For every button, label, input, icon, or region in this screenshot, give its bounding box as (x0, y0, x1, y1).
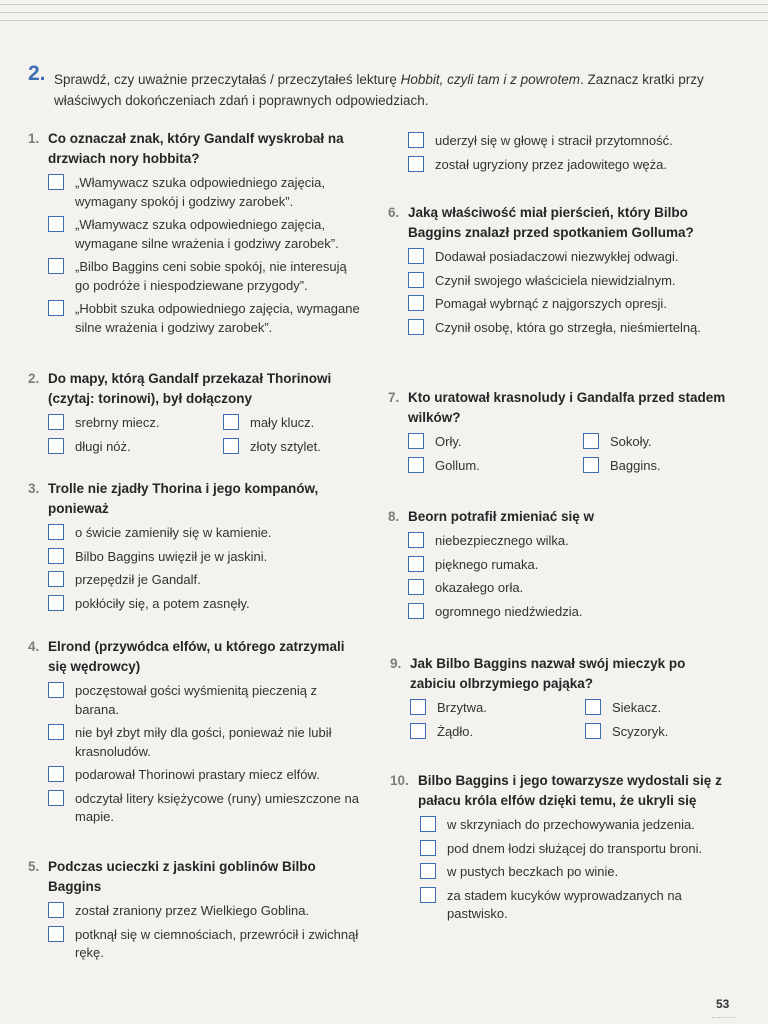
question-4 (28, 637, 363, 832)
answer-checkbox[interactable] (48, 548, 64, 564)
instruction-text (54, 69, 754, 111)
question-text (28, 479, 363, 519)
answer-label: pod dnem łodzi służącej do transportu broni. (447, 840, 703, 856)
answer-list (28, 682, 363, 827)
answer-checkbox[interactable] (48, 766, 64, 782)
answer-label: Bilbo Baggins uwięził je w jaskini. (75, 548, 268, 564)
answer-label: złoty sztylet. (250, 438, 321, 454)
answer-list (390, 699, 730, 741)
answer-checkbox[interactable] (420, 863, 436, 879)
answer-checkbox[interactable] (408, 556, 424, 572)
answer-label: „Włamywacz szuka odpowiedniego zajęcia, wymagane silne wrażenia i godziwy zarobek”. (75, 217, 339, 251)
answer-label: nie był zbyt miły dla gości, ponieważ nie lubił krasnoludów. (75, 725, 332, 759)
answer-label: pokłóciły się, a potem zasnęły. (75, 595, 250, 611)
answer-option (420, 840, 740, 859)
answer-checkbox[interactable] (420, 840, 436, 856)
answer-option (408, 156, 728, 175)
question-10 (390, 771, 740, 929)
answer-label: w skrzyniach do przechowywania jedzenia. (447, 817, 695, 832)
answer-label: potknął się w ciemnościach, przewrócił i zwichnął rękę. (75, 926, 359, 960)
question-text (28, 129, 363, 169)
question-label: Elrond (przywódca elfów, u którego zatrzymali się wędrowcy) (48, 639, 345, 674)
question-3 (28, 479, 363, 618)
answer-option (408, 457, 583, 476)
answer-label: niebezpiecznego wilka. (435, 533, 569, 548)
question-number: 7. (388, 390, 400, 405)
answer-checkbox[interactable] (408, 156, 424, 172)
answer-label: Czynił osobę, która go strzegła, nieśmiertelną. (435, 319, 701, 335)
answer-label: pięknego rumaka. (435, 556, 539, 572)
book-title: Hobbit, czyli tam i z powrotem (400, 72, 580, 87)
answer-label: Żądło. (437, 723, 474, 739)
answer-checkbox[interactable] (408, 248, 424, 264)
answer-checkbox[interactable] (48, 438, 64, 454)
answer-option (408, 579, 733, 598)
answer-option (408, 603, 733, 622)
answer-label: podarował Thorinowi prastary miecz elfów. (75, 767, 320, 782)
question-text (388, 388, 733, 428)
question-7 (388, 388, 733, 475)
answer-option (223, 438, 398, 457)
answer-label: uderzył się w głowę i stracił przytomność. (435, 133, 673, 148)
answer-label: o świcie zamieniły się w kamienie. (75, 525, 272, 540)
answer-checkbox[interactable] (408, 295, 424, 311)
answer-option (408, 132, 728, 151)
answer-option (48, 682, 363, 719)
question-number: 8. (388, 509, 400, 524)
answer-label: został zraniony przez Wielkiego Goblina. (75, 903, 310, 918)
answer-checkbox[interactable] (410, 699, 426, 715)
answer-list (388, 248, 733, 337)
answer-checkbox[interactable] (48, 174, 64, 190)
answer-option (48, 438, 223, 457)
answer-label: „Włamywacz szuka odpowiedniego zajęcia, wymagany spokój i godziwy zarobek”. (75, 175, 326, 209)
answer-checkbox[interactable] (48, 724, 64, 740)
answer-checkbox[interactable] (420, 887, 436, 903)
footer-dots (712, 1017, 736, 1019)
answer-checkbox[interactable] (48, 258, 64, 274)
answer-label: długi nóż. (75, 438, 131, 454)
header-rule (0, 12, 768, 13)
answer-label: odczytał litery księżycowe (runy) umieszczone na mapie. (75, 790, 359, 824)
answer-option (420, 887, 740, 924)
answer-option (408, 295, 733, 314)
question-number: 2. (28, 371, 40, 386)
answer-option (48, 926, 363, 963)
answer-checkbox[interactable] (48, 524, 64, 540)
answer-checkbox[interactable] (48, 682, 64, 698)
question-label: Bilbo Baggins i jego towarzysze wydostali się z pałacu króla elfów dzięki temu, że ukryli się (418, 773, 722, 808)
answer-label: został ugryziony przez jadowitego węża. (435, 156, 667, 172)
instruction-part: Sprawdź, czy uważnie przeczytałaś / przeczytałeś lekturę (54, 72, 401, 87)
answer-option (408, 319, 733, 338)
answer-label: za stadem kucyków wyprowadzanych na pastwisko. (447, 887, 682, 921)
answer-checkbox[interactable] (223, 438, 239, 454)
answer-label: Gollum. (435, 457, 480, 473)
question-1 (28, 129, 363, 342)
answer-checkbox[interactable] (410, 723, 426, 739)
question-text (390, 771, 740, 811)
answer-label: ogromnego niedźwiedzia. (435, 603, 583, 619)
question-label: Jak Bilbo Baggins nazwał swój mieczyk po zabiciu olbrzymiego pająka? (410, 656, 686, 691)
answer-option (410, 699, 585, 718)
answer-option (410, 723, 585, 742)
answer-checkbox[interactable] (408, 132, 424, 148)
answer-checkbox[interactable] (585, 699, 601, 715)
header-rule (0, 20, 768, 21)
answer-list (388, 433, 733, 475)
answer-option (408, 433, 583, 452)
question-label: Jaką właściwość miał pierścień, który Bilbo Baggins znalazł przed spotkaniem Golluma? (408, 205, 694, 240)
answer-list (408, 132, 728, 174)
answer-checkbox[interactable] (408, 457, 424, 473)
answer-option (223, 414, 398, 433)
answer-checkbox[interactable] (48, 902, 64, 918)
answer-option (48, 174, 363, 211)
answer-option (48, 902, 363, 921)
answer-label: okazałego orła. (435, 580, 524, 595)
answer-list (28, 524, 363, 613)
answer-checkbox[interactable] (48, 414, 64, 430)
answer-label: w pustych beczkach po winie. (447, 864, 619, 879)
answer-option (583, 457, 758, 476)
answer-label: „Bilbo Baggins ceni sobie spokój, nie interesują go podróże i niespodziewane przygody”. (75, 259, 347, 293)
question-number: 4. (28, 639, 40, 654)
answer-checkbox[interactable] (48, 790, 64, 806)
answer-option (420, 863, 740, 882)
answer-option (408, 532, 733, 551)
answer-checkbox[interactable] (408, 272, 424, 288)
answer-option (48, 724, 363, 761)
answer-checkbox[interactable] (585, 723, 601, 739)
question-label: Podczas ucieczki z jaskini goblinów Bilbo Baggins (48, 859, 316, 894)
answer-checkbox[interactable] (583, 433, 599, 449)
answer-checkbox[interactable] (408, 433, 424, 449)
answer-option (48, 571, 363, 590)
question-number: 1. (28, 131, 40, 146)
answer-checkbox[interactable] (48, 300, 64, 316)
answer-checkbox[interactable] (408, 319, 424, 335)
answer-option (408, 272, 733, 291)
question-text (28, 369, 368, 409)
answer-label: srebrny miecz. (75, 415, 160, 430)
answer-checkbox[interactable] (48, 926, 64, 942)
question-label: Beorn potrafił zmieniać się w (408, 509, 595, 524)
question-text (390, 654, 730, 694)
header-rule (0, 4, 768, 5)
answer-option (48, 216, 363, 253)
exercise-number: 2. (28, 62, 46, 85)
answer-option (48, 524, 363, 543)
answer-checkbox[interactable] (583, 457, 599, 473)
question-number: 6. (388, 205, 400, 220)
answer-checkbox[interactable] (408, 603, 424, 619)
answer-option (420, 816, 740, 835)
answer-checkbox[interactable] (223, 414, 239, 430)
answer-label: Scyzoryk. (612, 723, 669, 739)
answer-label: Pomagał wybrnąć z najgorszych opresji. (435, 296, 667, 311)
instruction-part: . Zaznacz kratki przy właściwych dokończeniach zdań i poprawnych odpowiedziach. (54, 72, 704, 108)
answer-label: poczęstował gości wyśmienitą pieczenią z barana. (75, 683, 318, 717)
answer-list (28, 174, 363, 337)
question-label: Kto uratował krasnoludy i Gandalfa przed stadem wilków? (408, 390, 726, 425)
answer-option (48, 414, 223, 433)
question-text (388, 203, 733, 243)
answer-label: Orły. (435, 434, 462, 449)
answer-option (585, 699, 760, 718)
question-text (28, 637, 363, 677)
question-label: Trolle nie zjadły Thorina i jego kompanów, ponieważ (48, 481, 319, 516)
question-2 (28, 369, 368, 456)
answer-option (408, 248, 733, 267)
answer-option (585, 723, 760, 742)
answer-list (28, 902, 363, 963)
answer-checkbox[interactable] (420, 816, 436, 832)
answer-label: Baggins. (610, 457, 661, 473)
question-text (28, 857, 363, 897)
answer-option (48, 258, 363, 295)
question-text (388, 507, 733, 527)
question-9 (390, 654, 730, 741)
answer-option (48, 766, 363, 785)
answer-label: Siekacz. (612, 700, 662, 715)
answer-option (48, 300, 363, 337)
answer-label: Dodawał posiadaczowi niezwykłej odwagi. (435, 249, 679, 264)
answer-checkbox[interactable] (48, 216, 64, 232)
answer-checkbox[interactable] (408, 579, 424, 595)
answer-label: przepędził je Gandalf. (75, 572, 201, 587)
answer-label: mały klucz. (250, 415, 315, 430)
page-number: 53 (716, 997, 730, 1011)
answer-checkbox[interactable] (48, 595, 64, 611)
question-6 (388, 203, 733, 342)
answer-option (583, 433, 758, 452)
answer-label: „Hobbit szuka odpowiedniego zajęcia, wymagane silne wrażenia i godziwy zarobek”. (75, 301, 360, 335)
answer-label: Brzytwa. (437, 700, 487, 715)
question-number: 10. (390, 773, 409, 788)
answer-option (408, 556, 733, 575)
answer-list (390, 816, 740, 924)
question-8 (388, 507, 733, 626)
answer-label: Czynił swojego właściciela niewidzialnym. (435, 272, 676, 288)
answer-option (48, 790, 363, 827)
answer-list (388, 532, 733, 621)
question-label: Co oznaczał znak, który Gandalf wyskrobał na drzwiach nory hobbita? (48, 131, 344, 166)
answer-list (28, 414, 368, 456)
question-5-continued (408, 132, 728, 179)
answer-label: Sokoły. (610, 434, 652, 449)
answer-option (48, 548, 363, 567)
answer-checkbox[interactable] (48, 571, 64, 587)
question-5 (28, 857, 363, 968)
question-number: 5. (28, 859, 40, 874)
question-number: 3. (28, 481, 40, 496)
question-label: Do mapy, którą Gandalf przekazał Thorinowi (czytaj: torinowi), był dołączony (48, 371, 332, 406)
answer-option (48, 595, 363, 614)
question-number: 9. (390, 656, 402, 671)
answer-checkbox[interactable] (408, 532, 424, 548)
